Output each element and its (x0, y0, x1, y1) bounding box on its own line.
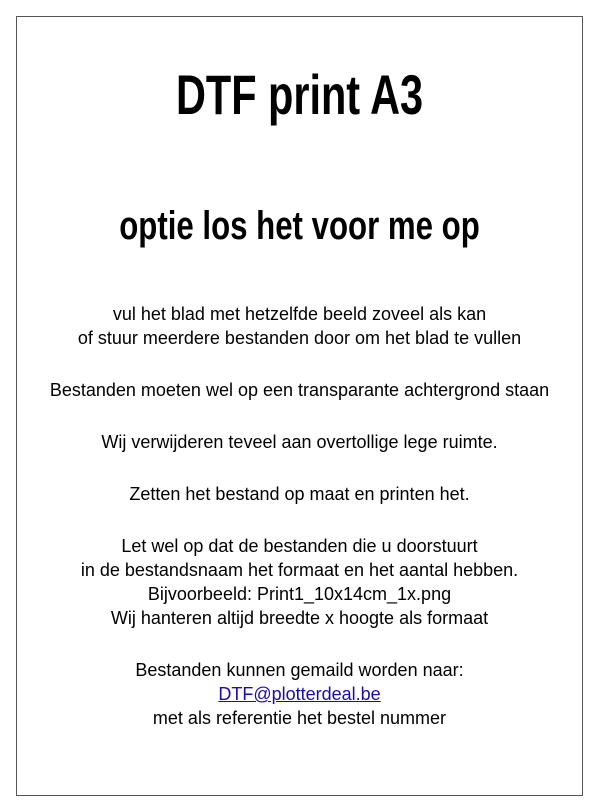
page-title: DTF print A3 (175, 63, 424, 126)
document-page (16, 16, 583, 796)
instruction-line-resize-and-print: Zetten het bestand op maat en printen het. (129, 484, 470, 504)
instruction-line-width-height: Wij hanteren altijd breedte x hoogte als formaat (110, 608, 489, 628)
instruction-line-transparent-background: Bestanden moeten wel op een transparante achtergrond staan (49, 380, 550, 400)
page-subtitle: optie los het voor me op (119, 204, 480, 248)
instruction-line-filename-example: Bijvoorbeeld: Print1_10x14cm_1x.png (147, 584, 452, 604)
email-link-row (17, 683, 582, 705)
instruction-line-multiple-files: of stuur meerdere bestanden door om het blad te vullen (77, 328, 522, 348)
instruction-line-remove-empty-space: Wij verwijderen teveel aan overtollige lege ruimte. (101, 432, 498, 452)
instruction-line-fill-sheet: vul het blad met hetzelfde beeld zoveel als kan (112, 304, 487, 324)
email-link[interactable]: DTF@plotterdeal.be (218, 684, 381, 704)
instruction-line-email-intro: Bestanden kunnen gemaild worden naar: (135, 660, 464, 680)
instruction-line-filename-note: Let wel op dat de bestanden die u doorstuurt (121, 536, 478, 556)
instruction-line-order-reference: met als referentie het bestel nummer (152, 708, 447, 728)
instruction-line-filename-format: in de bestandsnaam het formaat en het aantal hebben. (80, 560, 519, 580)
